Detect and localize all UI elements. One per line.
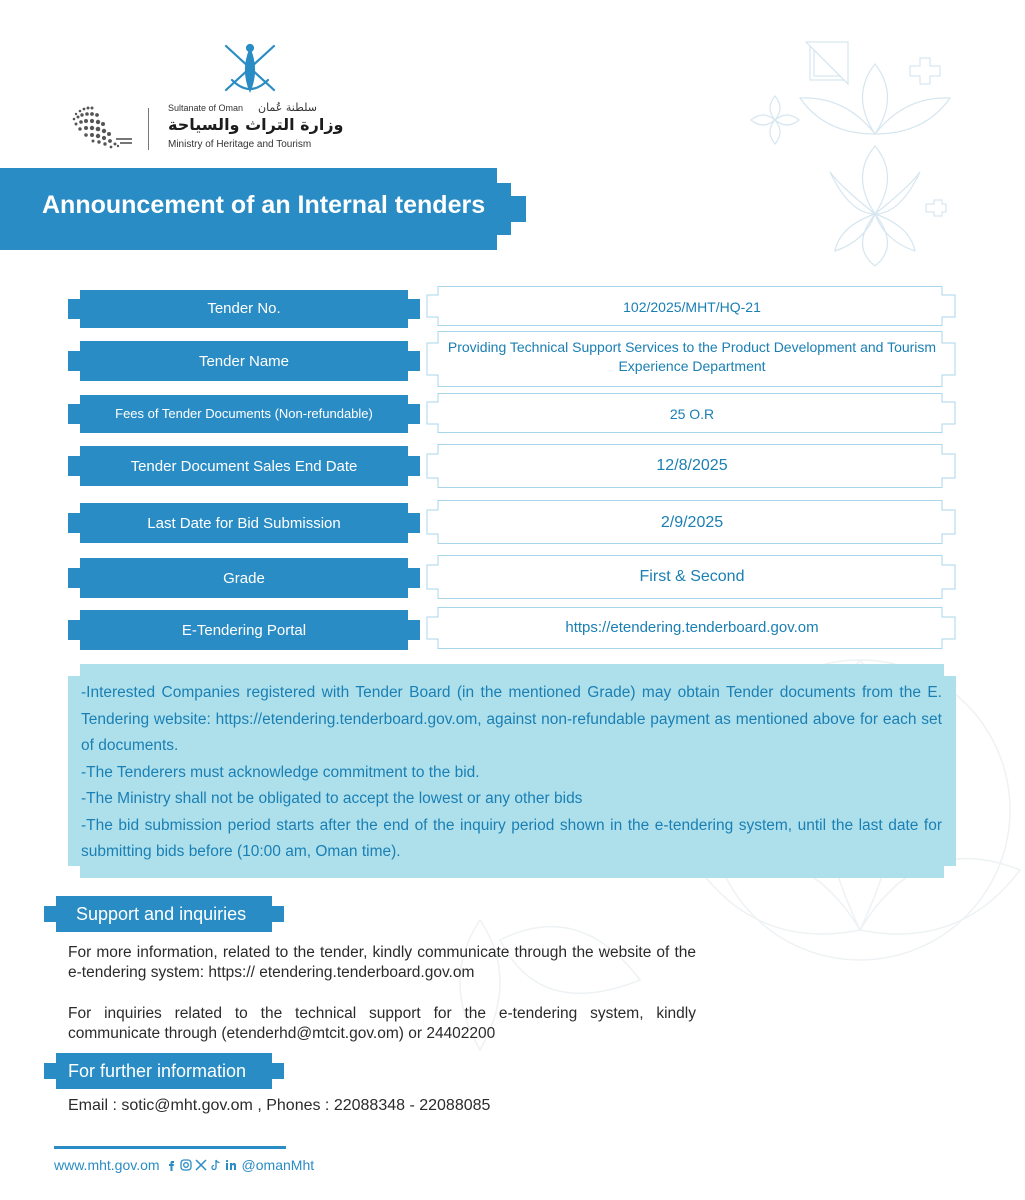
row-label-fees: Fees of Tender Documents (Non-refundable) — [68, 395, 420, 433]
row-label-tender-no: Tender No. — [68, 290, 420, 328]
vision-logo-icon — [66, 100, 136, 152]
row-value-tender-name: Providing Technical Support Services to the Product Development and Tourism Experience Department — [426, 331, 958, 387]
instagram-icon[interactable] — [180, 1159, 192, 1171]
footer-handle[interactable]: @omanMht — [241, 1157, 315, 1173]
ministry-country-en: Sultanate of Oman — [168, 103, 244, 113]
note-item: -The Ministry shall not be obligated to accept the lowest or any other bids — [81, 790, 583, 807]
decorative-pattern-top — [740, 36, 980, 266]
oman-emblem-icon — [218, 40, 282, 102]
support-paragraph-2: For inquiries related to the technical support for the e-tendering system, kindly communicate through (etenderhd@mtcit.gov.om) or 24402200 — [68, 1005, 696, 1042]
ministry-name-en: Ministry of Heritage and Tourism — [168, 139, 312, 150]
support-heading: Support and inquiries — [44, 896, 284, 932]
note-item: -Interested Companies registered with Tender Board (in the mentioned Grade) may obtain Tender documents from the E. Tendering website: https://etendering.tenderboard.gov.om, against non-refundable payment as mentioned above for each set of documents. — [81, 684, 942, 754]
note-item: -The bid submission period starts after the end of the inquiry period shown in the e-tendering system, until the last date for submitting bids before (10:00 am, Oman time). — [81, 816, 942, 860]
row-value-fees: 25 O.R — [426, 393, 958, 433]
row-label-tender-name: Tender Name — [68, 341, 420, 381]
row-label-grade: Grade — [68, 558, 420, 598]
contact-info: Email : sotic@mht.gov.om , Phones : 22088348 - 22088085 — [68, 1097, 491, 1114]
row-value-tender-no: 102/2025/MHT/HQ-21 — [426, 286, 958, 326]
ministry-name-ar: وزارة التراث والسياحة — [168, 115, 344, 134]
row-label-sales-end-date: Tender Document Sales End Date — [68, 446, 420, 486]
row-label-bid-submission: Last Date for Bid Submission — [68, 503, 420, 543]
facebook-icon[interactable] — [165, 1159, 177, 1171]
tiktok-icon[interactable] — [210, 1159, 222, 1171]
social-icons — [165, 1159, 237, 1171]
linkedin-icon[interactable] — [225, 1159, 237, 1171]
row-value-bid-submission: 2/9/2025 — [426, 500, 958, 544]
row-value-grade: First & Second — [426, 555, 958, 599]
row-value-portal[interactable]: https://etendering.tenderboard.gov.om — [426, 607, 958, 649]
row-value-sales-end-date: 12/8/2025 — [426, 444, 958, 488]
row-label-portal: E-Tendering Portal — [68, 610, 420, 650]
notes-text — [81, 680, 942, 866]
logo-divider — [148, 108, 149, 150]
x-icon[interactable] — [195, 1159, 207, 1171]
note-item: -The Tenderers must acknowledge commitment to the bid. — [81, 763, 480, 781]
ministry-country-ar: سلطنة عُمان — [258, 101, 317, 114]
footer-divider — [54, 1146, 286, 1149]
page-title: Announcement of an Internal tenders — [42, 191, 486, 219]
further-info-heading: For further information — [44, 1053, 284, 1089]
footer — [54, 1157, 314, 1173]
support-paragraph-1: For more information, related to the tender, kindly communicate through the website of the e-tendering system: https:// etendering.tenderboard.gov.om — [68, 944, 696, 981]
footer-website-link[interactable]: www.mht.gov.om — [54, 1157, 160, 1173]
